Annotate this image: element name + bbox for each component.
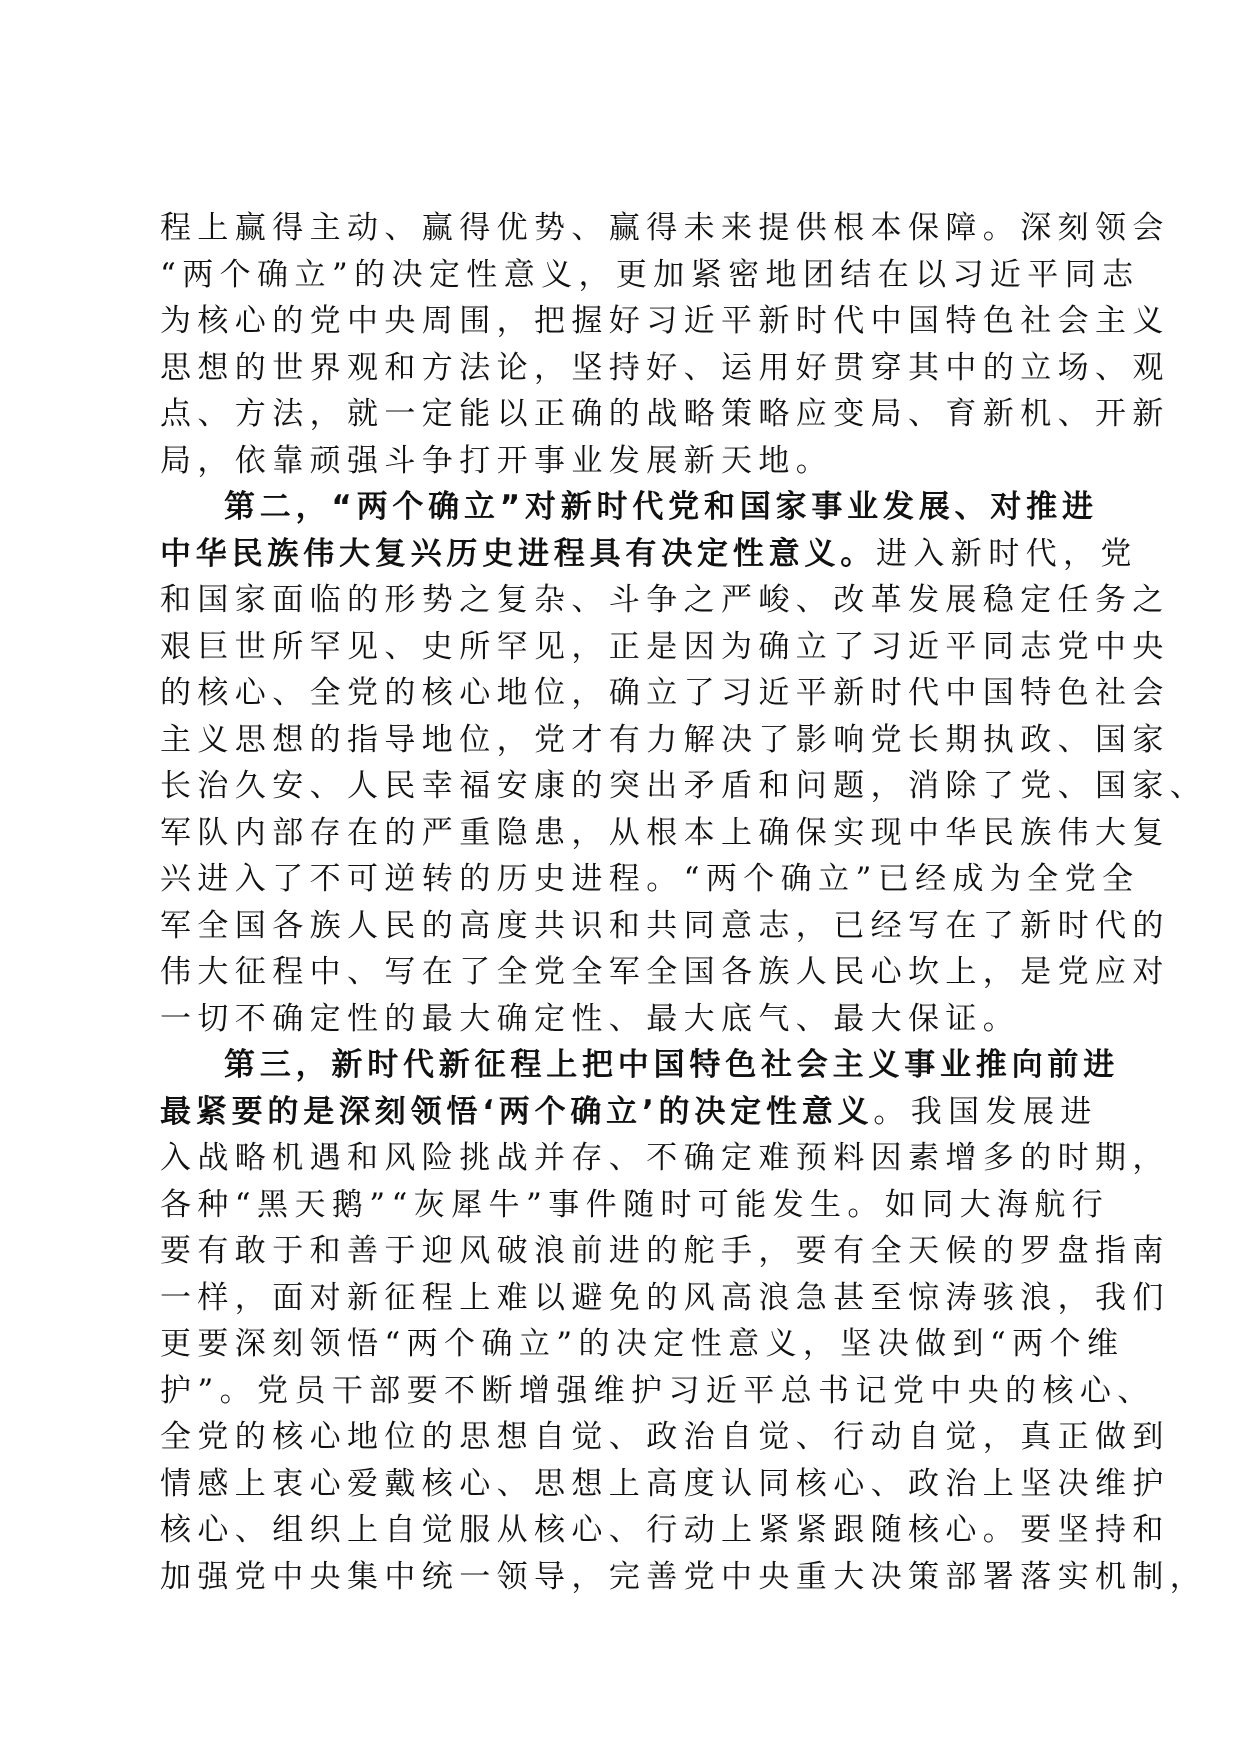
paragraph-3-heading-line-1: 第三，新时代新征程上把中国特色社会主义事业推向前进 bbox=[224, 1047, 1119, 1083]
text-line: 全党的核心地位的思想自觉、政治自觉、行动自觉，真正做到 bbox=[160, 1419, 1170, 1455]
text-line: 情感上衷心爱戴核心、思想上高度认同核心、政治上坚决维护 bbox=[160, 1465, 1170, 1502]
text-line: 主义思想的指导地位，党才有力解决了影响党长期执政、国家 bbox=[160, 721, 1170, 758]
text-line: 思想的世界观和方法论，坚持好、运用好贯穿其中的立场、观 bbox=[160, 349, 1170, 386]
paragraph-2-heading-line-1: 第二，“两个确立”对新时代党和国家事业发展、对推进 bbox=[224, 489, 1098, 525]
text-line: 局，依靠顽强斗争打开事业发展新天地。 bbox=[160, 442, 834, 479]
text-line: 点、方法，就一定能以正确的战略策略应变局、育新机、开新 bbox=[160, 396, 1170, 432]
text-line: 的核心、全党的核心地位，确立了习近平新时代中国特色社会 bbox=[160, 675, 1170, 711]
text-line: 为核心的党中央周围，把握好习近平新时代中国特色社会主义 bbox=[160, 303, 1170, 339]
document-body bbox=[160, 205, 1208, 1600]
text-line: 核心、组织上自觉服从核心、行动上紧紧跟随核心。要坚持和 bbox=[160, 1512, 1170, 1548]
text-line: 兴进入了不可逆转的历史进程。“两个确立”已经成为全党全 bbox=[160, 861, 1140, 897]
paragraph-2-heading-line-2 bbox=[160, 531, 1138, 578]
text-line: 护”。党员干部要不断增强维护习近平总书记党中央的核心、 bbox=[160, 1372, 1155, 1409]
paragraph-2 bbox=[160, 484, 1208, 1042]
text-line: 艰巨世所罕见、史所罕见，正是因为确立了习近平同志党中央 bbox=[160, 628, 1170, 665]
paragraph-3 bbox=[160, 1042, 1208, 1600]
paragraph-3-heading-line-2 bbox=[160, 1089, 1098, 1136]
text-line: 和国家面临的形势之复杂、斗争之严峻、改革发展稳定任务之 bbox=[160, 582, 1170, 618]
paragraph-2-heading-rest: 进入新时代，党 bbox=[876, 535, 1138, 572]
text-line: 伟大征程中、写在了全党全军全国各族人民心坎上，是党应对 bbox=[160, 954, 1170, 990]
text-line: 入战略机遇和风险挑战并存、不确定难预料因素增多的时期， bbox=[160, 1140, 1170, 1176]
text-line: 加强党中央集中统一领导，完善党中央重大决策部署落实机制， bbox=[160, 1558, 1208, 1595]
text-line: 长治久安、人民幸福安康的突出矛盾和问题，消除了党、国家、 bbox=[160, 768, 1208, 804]
paragraph-3-heading-bold: 最紧要的是深刻领悟‘两个确立’的决定性意义 bbox=[160, 1093, 874, 1130]
text-line: “两个确立”的决定性意义，更加紧密地团结在以习近平同志 bbox=[160, 256, 1140, 293]
text-line: 军队内部存在的严重隐患，从根本上确保实现中华民族伟大复 bbox=[160, 814, 1170, 851]
paragraph-2-heading-bold: 中华民族伟大复兴历史进程具有决定性意义。 bbox=[160, 535, 876, 572]
text-line: 一样，面对新征程上难以避免的风高浪急甚至惊涛骇浪，我们 bbox=[160, 1279, 1170, 1316]
text-line: 军全国各族人民的高度共识和共同意志，已经写在了新时代的 bbox=[160, 907, 1170, 944]
text-line: 程上赢得主动、赢得优势、赢得未来提供根本保障。深刻领会 bbox=[160, 210, 1170, 246]
text-line: 要有敢于和善于迎风破浪前进的舵手，要有全天候的罗盘指南 bbox=[160, 1233, 1170, 1269]
paragraph-3-heading-rest: 。我国发展进 bbox=[873, 1093, 1098, 1130]
text-line: 各种“黑天鹅”“灰犀牛”事件随时可能发生。如同大海航行 bbox=[160, 1186, 1110, 1223]
text-line: 更要深刻领悟“两个确立”的决定性意义，坚决做到“两个维 bbox=[160, 1326, 1125, 1362]
paragraph-1 bbox=[160, 205, 1170, 484]
text-line: 一切不确定性的最大确定性、最大底气、最大保证。 bbox=[160, 1000, 1021, 1037]
